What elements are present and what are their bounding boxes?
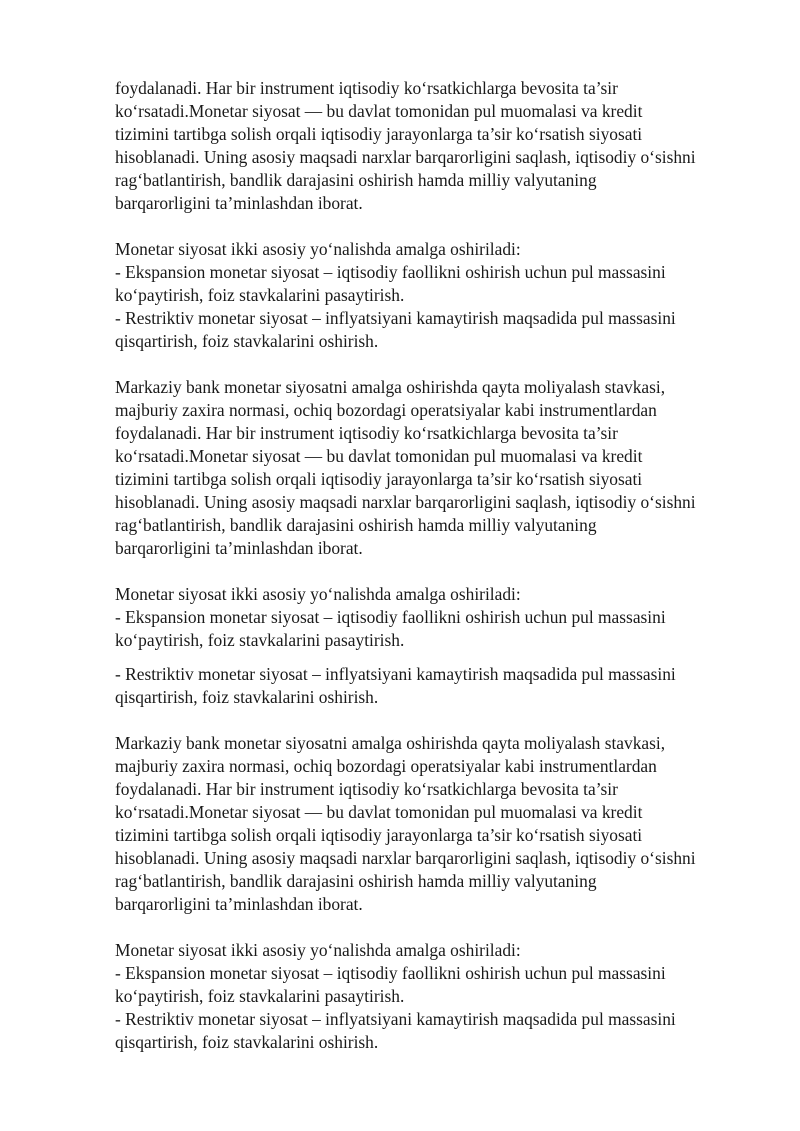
- paragraph: [115, 376, 750, 560]
- text-line: ko‘paytirish, foiz stavkalarini pasaytirish.: [115, 630, 405, 650]
- paragraph: [115, 732, 750, 916]
- text-line: hisoblanadi. Uning asosiy maqsadi narxlar barqarorligini saqlash, iqtisodiy o‘sishni: [115, 492, 696, 512]
- paragraph-spacer: [115, 916, 750, 939]
- text-line: tizimini tartibga solish orqali iqtisodiy jarayonlarga ta’sir ko‘rsatish siyosati: [115, 825, 643, 845]
- paragraph: [115, 939, 750, 1054]
- text-line: foydalanadi. Har bir instrument iqtisodiy ko‘rsatkichlarga bevosita ta’sir: [115, 78, 618, 98]
- text-line: rag‘batlantirish, bandlik darajasini oshirish hamda milliy valyutaning: [115, 871, 597, 891]
- text-line: ko‘rsatadi.Monetar siyosat — bu davlat tomonidan pul muomalasi va kredit: [115, 101, 643, 121]
- text-line: ko‘paytirish, foiz stavkalarini pasaytirish.: [115, 986, 405, 1006]
- text-line: qisqartirish, foiz stavkalarini oshirish.: [115, 331, 379, 351]
- paragraph-spacer: [115, 709, 750, 732]
- text-line: - Restriktiv monetar siyosat – inflyatsiyani kamaytirish maqsadida pul massasini: [115, 664, 676, 684]
- paragraph: [115, 77, 750, 215]
- text-line: barqarorligini ta’minlashdan iborat.: [115, 538, 363, 558]
- paragraph-spacer: [115, 215, 750, 238]
- paragraph-spacer: [115, 353, 750, 376]
- text-line: - Ekspansion monetar siyosat – iqtisodiy faollikni oshirish uchun pul massasini: [115, 963, 666, 983]
- text-line: barqarorligini ta’minlashdan iborat.: [115, 894, 363, 914]
- text-line: - Ekspansion monetar siyosat – iqtisodiy faollikni oshirish uchun pul massasini: [115, 262, 666, 282]
- paragraph-spacer: [115, 560, 750, 583]
- text-line: rag‘batlantirish, bandlik darajasini oshirish hamda milliy valyutaning: [115, 170, 597, 190]
- text-line: tizimini tartibga solish orqali iqtisodiy jarayonlarga ta’sir ko‘rsatish siyosati: [115, 469, 643, 489]
- text-line: majburiy zaxira normasi, ochiq bozordagi operatsiyalar kabi instrumentlardan: [115, 400, 657, 420]
- text-line: foydalanadi. Har bir instrument iqtisodiy ko‘rsatkichlarga bevosita ta’sir: [115, 779, 618, 799]
- text-line: Markaziy bank monetar siyosatni amalga oshirishda qayta moliyalash stavkasi,: [115, 733, 666, 753]
- text-line: Monetar siyosat ikki asosiy yo‘nalishda amalga oshiriladi:: [115, 584, 521, 604]
- text-line: tizimini tartibga solish orqali iqtisodiy jarayonlarga ta’sir ko‘rsatish siyosati: [115, 124, 643, 144]
- text-line: - Restriktiv monetar siyosat – inflyatsiyani kamaytirish maqsadida pul massasini: [115, 308, 676, 328]
- text-line: - Restriktiv monetar siyosat – inflyatsiyani kamaytirish maqsadida pul massasini: [115, 1009, 676, 1029]
- text-line: - Ekspansion monetar siyosat – iqtisodiy faollikni oshirish uchun pul massasini: [115, 607, 666, 627]
- text-line: ko‘rsatadi.Monetar siyosat — bu davlat tomonidan pul muomalasi va kredit: [115, 446, 643, 466]
- text-line: hisoblanadi. Uning asosiy maqsadi narxlar barqarorligini saqlash, iqtisodiy o‘sishni: [115, 848, 696, 868]
- text-line: ko‘paytirish, foiz stavkalarini pasaytirish.: [115, 285, 405, 305]
- text-line: Monetar siyosat ikki asosiy yo‘nalishda amalga oshiriladi:: [115, 239, 521, 259]
- text-line: majburiy zaxira normasi, ochiq bozordagi operatsiyalar kabi instrumentlardan: [115, 756, 657, 776]
- paragraph: [115, 583, 750, 652]
- text-line: barqarorligini ta’minlashdan iborat.: [115, 193, 363, 213]
- text-line: Monetar siyosat ikki asosiy yo‘nalishda amalga oshiriladi:: [115, 940, 521, 960]
- text-line: ko‘rsatadi.Monetar siyosat — bu davlat tomonidan pul muomalasi va kredit: [115, 802, 643, 822]
- text-line: hisoblanadi. Uning asosiy maqsadi narxlar barqarorligini saqlash, iqtisodiy o‘sishni: [115, 147, 696, 167]
- text-line: qisqartirish, foiz stavkalarini oshirish.: [115, 1032, 379, 1052]
- text-line: qisqartirish, foiz stavkalarini oshirish.: [115, 687, 379, 707]
- paragraph-spacer: [115, 652, 750, 663]
- text-line: foydalanadi. Har bir instrument iqtisodiy ko‘rsatkichlarga bevosita ta’sir: [115, 423, 618, 443]
- paragraph: [115, 238, 750, 353]
- text-line: rag‘batlantirish, bandlik darajasini oshirish hamda milliy valyutaning: [115, 515, 597, 535]
- document-page: [115, 77, 750, 1054]
- paragraph: [115, 663, 750, 709]
- text-line: Markaziy bank monetar siyosatni amalga oshirishda qayta moliyalash stavkasi,: [115, 377, 666, 397]
